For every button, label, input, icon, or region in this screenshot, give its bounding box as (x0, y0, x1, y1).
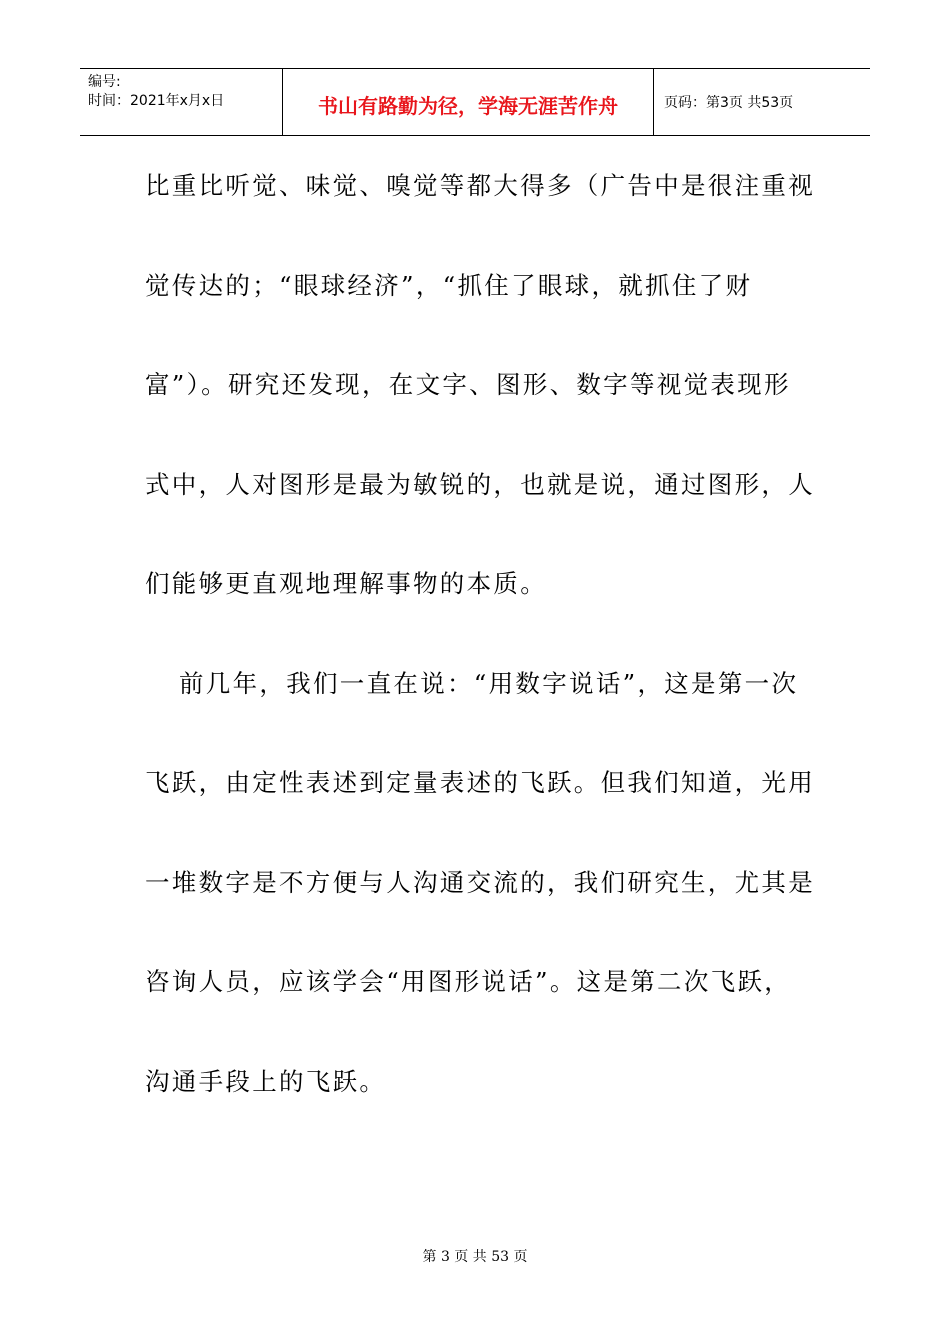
header-page-info: 页码：第3页 共53页 (664, 95, 794, 111)
header-motto-cell (282, 69, 654, 135)
body-line: 觉传达的；“眼球经济”，“抓住了眼球，就抓住了财 (145, 270, 753, 300)
date-label: 时间：2021年x月x日 (88, 93, 225, 109)
body-line: 们能够更直观地理解事物的本质。 (145, 569, 547, 598)
body-line: 式中，人对图形是最为敏锐的，也就是说，通过图形，人 (145, 469, 815, 499)
body-line: 咨询人员，应该学会“用图形说话”。这是第二次飞跃， (145, 967, 792, 996)
document-body (145, 164, 815, 1159)
body-line: 沟通手段上的飞跃。 (145, 1066, 387, 1096)
body-line: 比重比听觉、味觉、嗅觉等都大得多（广告中是很注重视 (145, 171, 815, 200)
serial-number-label: 编号: (88, 74, 121, 90)
footer-page-number: 第 3 页 共 53 页 (422, 1249, 528, 1265)
page-header (80, 68, 870, 136)
page-footer (0, 1246, 950, 1266)
body-line: 富”）。研究还发现，在文字、图形、数字等视觉表现形 (145, 370, 791, 399)
header-meta-cell (80, 69, 282, 135)
header-page-cell (654, 69, 870, 135)
body-line: 一堆数字是不方便与人沟通交流的，我们研究生，尤其是 (145, 867, 815, 897)
motto-text: 书山有路勤为径，学海无涯苦作舟 (318, 93, 618, 118)
body-line: 前几年，我们一直在说：“用数字说话”，这是第一次 (179, 668, 799, 698)
body-line: 飞跃，由定性表述到定量表述的飞跃。但我们知道，光用 (145, 768, 815, 797)
